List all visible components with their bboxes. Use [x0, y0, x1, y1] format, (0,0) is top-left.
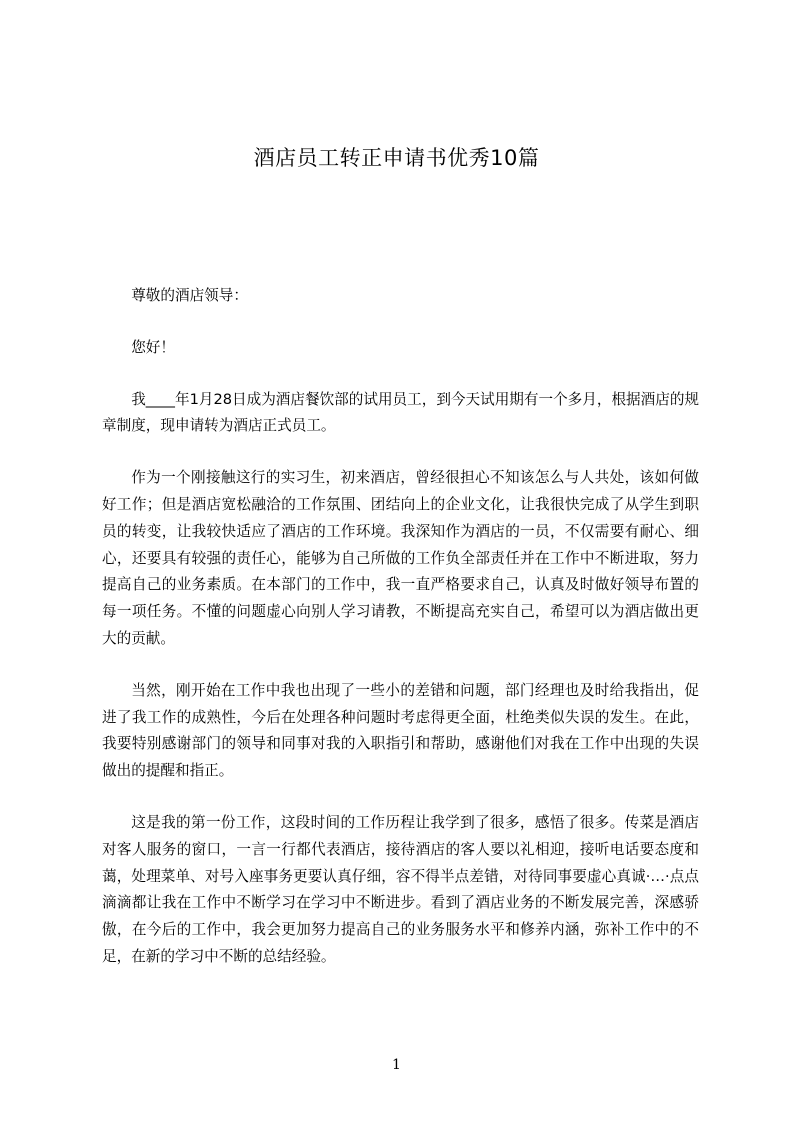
greeting: 您好！	[131, 338, 175, 356]
page-number: 1	[392, 1057, 401, 1073]
body-paragraph: 我____年1月28日成为酒店餐饮部的试用员工，到今天试用期有一个多月，根据酒店的规章制度，现申请转为酒店正式员工。	[102, 390, 700, 435]
body-paragraph: 作为一个刚接触这行的实习生，初来酒店，曾经很担心不知该怎么与人共处，该如何做好工作；但是酒店宽松融洽的工作氛围、团结向上的企业文化，让我很快完成了从学生到职员的转变，让我较快适应了酒店的工作环境。我深知作为酒店的一员，不仅需要有耐心、细心，还要具有较强的责任心，能够为自己所做的工作负全部责任并在工作中不断进取，努力提高自己的业务素质。在本部门的工作中，我一直严格要求自己，认真及时做好领导布置的每一项任务。不懂的问题虚心向别人学习请教，不断提高充实自己，希望可以为酒店做出更大的贡献。	[102, 469, 699, 647]
body-paragraph: 当然，刚开始在工作中我也出现了一些小的差错和问题，部门经理也及时给我指出，促进了我工作的成熟性，今后在处理各种问题时考虑得更全面，杜绝类似失误的发生。在此，我要特别感谢部门的领导和同事对我的入职指引和帮助，感谢他们对我在工作中出现的失误做出的提醒和指正。	[102, 681, 699, 780]
document-title: 酒店员工转正申请书优秀10篇	[253, 146, 540, 170]
salutation: 尊敬的酒店领导：	[131, 287, 248, 304]
document-body	[102, 283, 699, 996]
body-paragraph: 这是我的第一份工作，这段时间的工作历程让我学到了很多，感悟了很多。传菜是酒店对客人服务的窗口，一言一行都代表酒店，接待酒店的客人要以礼相迎，接听电话要态度和蔼，处理菜单、对号入座事务更要认真仔细，容不得半点差错，对待同事要虚心真诚·…·点点滴滴都让我在工作中不断学习在学习中不断进步。看到了酒店业务的不断发展完善，深感骄傲，在今后的工作中，我会更加努力提高自己的业务服务水平和修养内涵，弥补工作中的不足，在新的学习中不断的总结经验。	[102, 813, 699, 965]
